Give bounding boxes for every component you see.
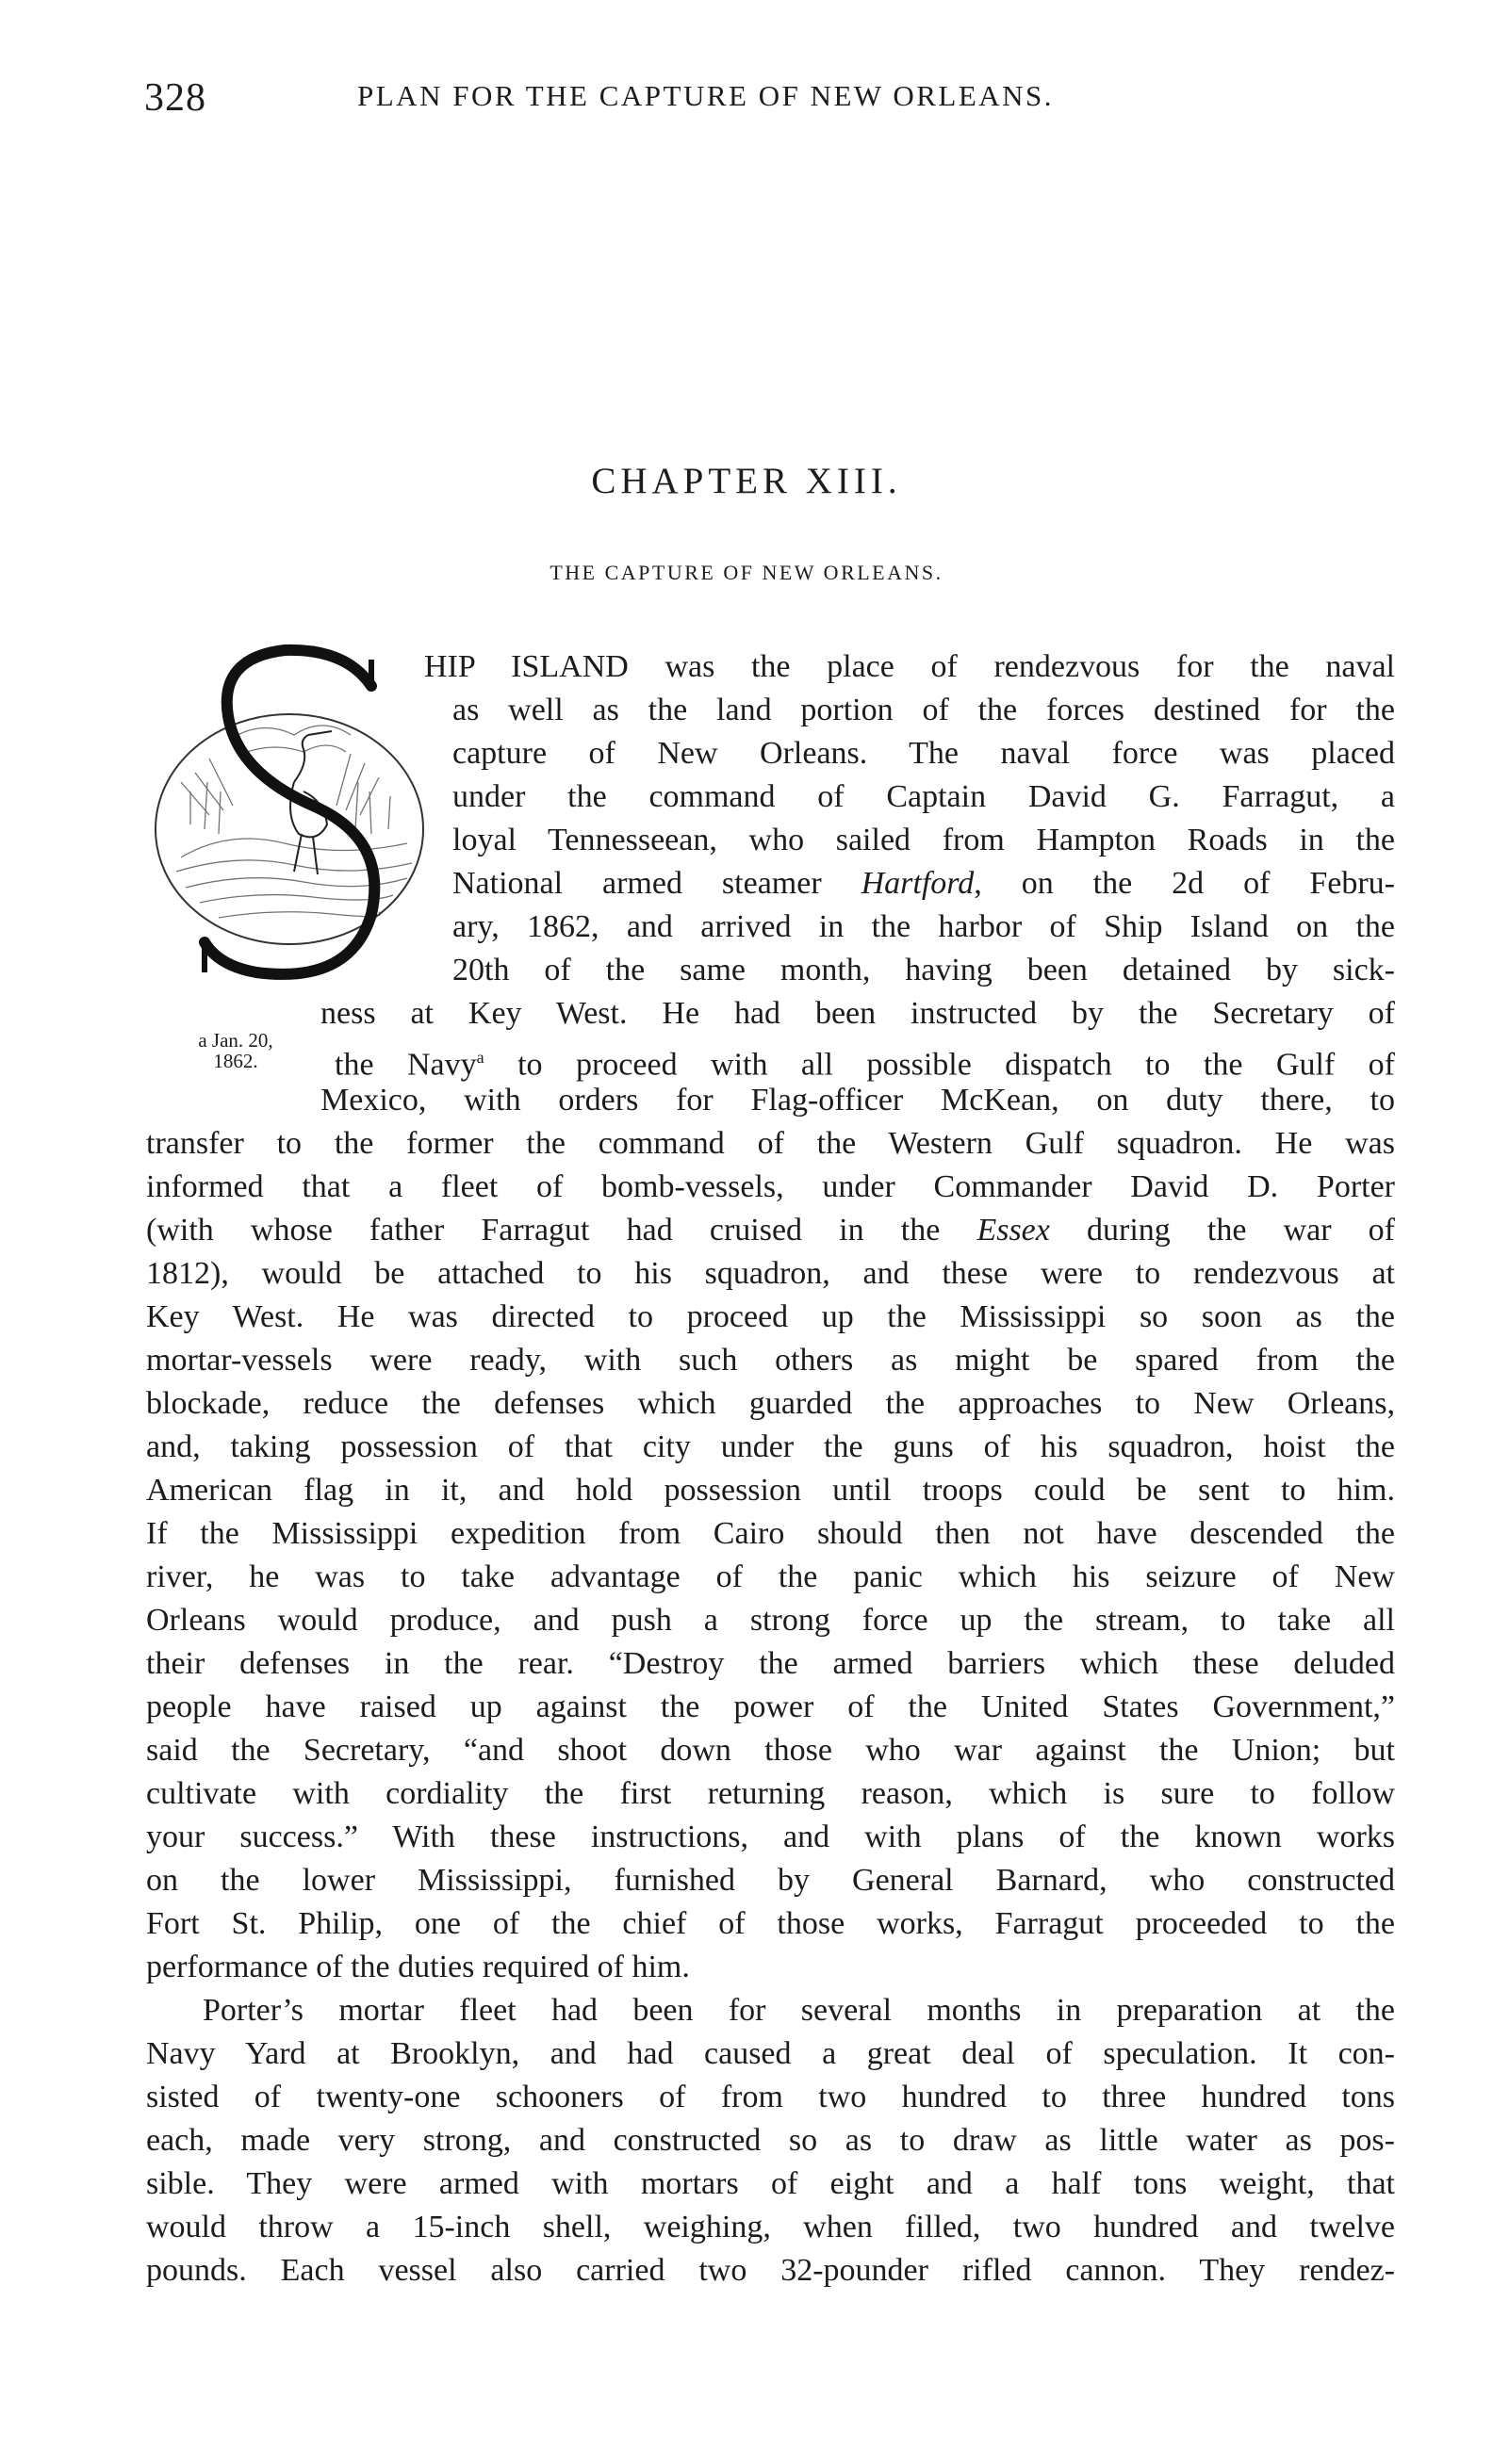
body-line: the Navy$^a$ to proceed with all possible dispatch to the Gulf of xyxy=(335,1047,1395,1083)
page-number: 328 xyxy=(144,76,206,120)
body-line: informed that a fleet of bomb-vessels, under Commander David D. Porter xyxy=(146,1169,1395,1204)
body-line: loyal Tennesseean, who sailed from Hampton Roads in the xyxy=(452,823,1395,857)
body-line: each, made very strong, and constructed so as to draw as little water as pos- xyxy=(146,2123,1395,2158)
body-line: Navy Yard at Brooklyn, and had caused a great deal of speculation. It con- xyxy=(146,2036,1395,2071)
body-line: performance of the duties required of him. xyxy=(146,1950,690,1984)
footnote-marker: a xyxy=(476,1048,484,1067)
body-line: their defenses in the rear. “Destroy the armed barriers which these deluded xyxy=(146,1646,1395,1681)
body-line: If the Mississippi expedition from Cairo should then not have descended the xyxy=(146,1516,1395,1551)
chapter-title: CHAPTER XIII. xyxy=(591,461,902,501)
body-line: and, taking possession of that city under the guns of his squadron, hoist the xyxy=(146,1429,1395,1464)
body-line: sible. They were armed with mortars of eight and a half tons weight, that xyxy=(146,2166,1395,2201)
margin-note-line2: 1862. xyxy=(213,1050,258,1072)
body-line: American flag in it, and hold possession until troops could be sent to him. xyxy=(146,1473,1395,1508)
body-line: cultivate with cordiality the first returning reason, which is sure to follow xyxy=(146,1776,1395,1811)
body-line: Fort St. Philip, one of the chief of those works, Farragut proceeded to the xyxy=(146,1906,1395,1941)
body-line: Porter’s mortar fleet had been for several months in preparation at the xyxy=(203,1993,1395,2028)
body-line: mortar-vessels were ready, with such others as might be spared from the xyxy=(146,1343,1395,1378)
heron-vignette-icon xyxy=(153,641,431,994)
body-line: said the Secretary, “and shoot down those who war against the Union; but xyxy=(146,1733,1395,1768)
body-line: capture of New Orleans. The naval force was placed xyxy=(452,736,1395,771)
body-line: people have raised up against the power of the United States Government,” xyxy=(146,1689,1395,1724)
body-line: as well as the land portion of the forces destined for the xyxy=(452,693,1395,727)
running-header xyxy=(144,75,1200,132)
body-line: Key West. He was directed to proceed up the Mississippi so soon as the xyxy=(146,1299,1395,1334)
body-line: HIP ISLAND was the place of rendezvous for the naval xyxy=(424,649,1395,684)
body-line: Mexico, with orders for Flag-officer McKean, on duty there, to xyxy=(320,1083,1395,1118)
body-line: river, he was to take advantage of the panic which his seizure of New xyxy=(146,1559,1395,1594)
body-line: ary, 1862, and arrived in the harbor of Ship Island on the xyxy=(452,909,1395,944)
running-title: PLAN FOR THE CAPTURE OF NEW ORLEANS. xyxy=(357,79,1055,112)
body-line: your success.” With these instructions, and with plans of the known works xyxy=(146,1819,1395,1854)
body-line: (with whose father Farragut had cruised in the Essex during the war of xyxy=(146,1213,1395,1248)
body-line: pounds. Each vessel also carried two 32-pounder rifled cannon. They rendez- xyxy=(146,2253,1395,2288)
body-line: sisted of twenty-one schooners of from two hundred to three hundred tons xyxy=(146,2080,1395,2114)
body-line: ness at Key West. He had been instructed by the Secretary of xyxy=(320,996,1395,1031)
body-line: blockade, reduce the defenses which guarded the approaches to New Orleans, xyxy=(146,1386,1395,1421)
body-line: 20th of the same month, having been detained by sick- xyxy=(452,953,1395,987)
ship-name-essex: Essex xyxy=(976,1213,1050,1248)
body-line: National armed steamer Hartford, on the 2d of Febru- xyxy=(452,866,1395,901)
ship-name-hartford: Hartford xyxy=(861,866,975,901)
chapter-subtitle: THE CAPTURE OF NEW ORLEANS. xyxy=(550,561,943,584)
body-line: transfer to the former the command of the Western Gulf squadron. He was xyxy=(146,1126,1395,1161)
body-line: under the command of Captain David G. Farragut, a xyxy=(452,779,1395,814)
body-line: Orleans would produce, and push a strong force up the stream, to take all xyxy=(146,1603,1395,1638)
body-line: on the lower Mississippi, furnished by General Barnard, who constructed xyxy=(146,1863,1395,1898)
margin-note-line1: a Jan. 20, xyxy=(198,1029,273,1052)
decorated-initial-s xyxy=(153,641,431,994)
body-line: 1812), would be attached to his squadron, and these were to rendezvous at xyxy=(146,1256,1395,1291)
margin-note xyxy=(179,1030,292,1071)
body-line: would throw a 15-inch shell, weighing, when filled, two hundred and twelve xyxy=(146,2210,1395,2244)
